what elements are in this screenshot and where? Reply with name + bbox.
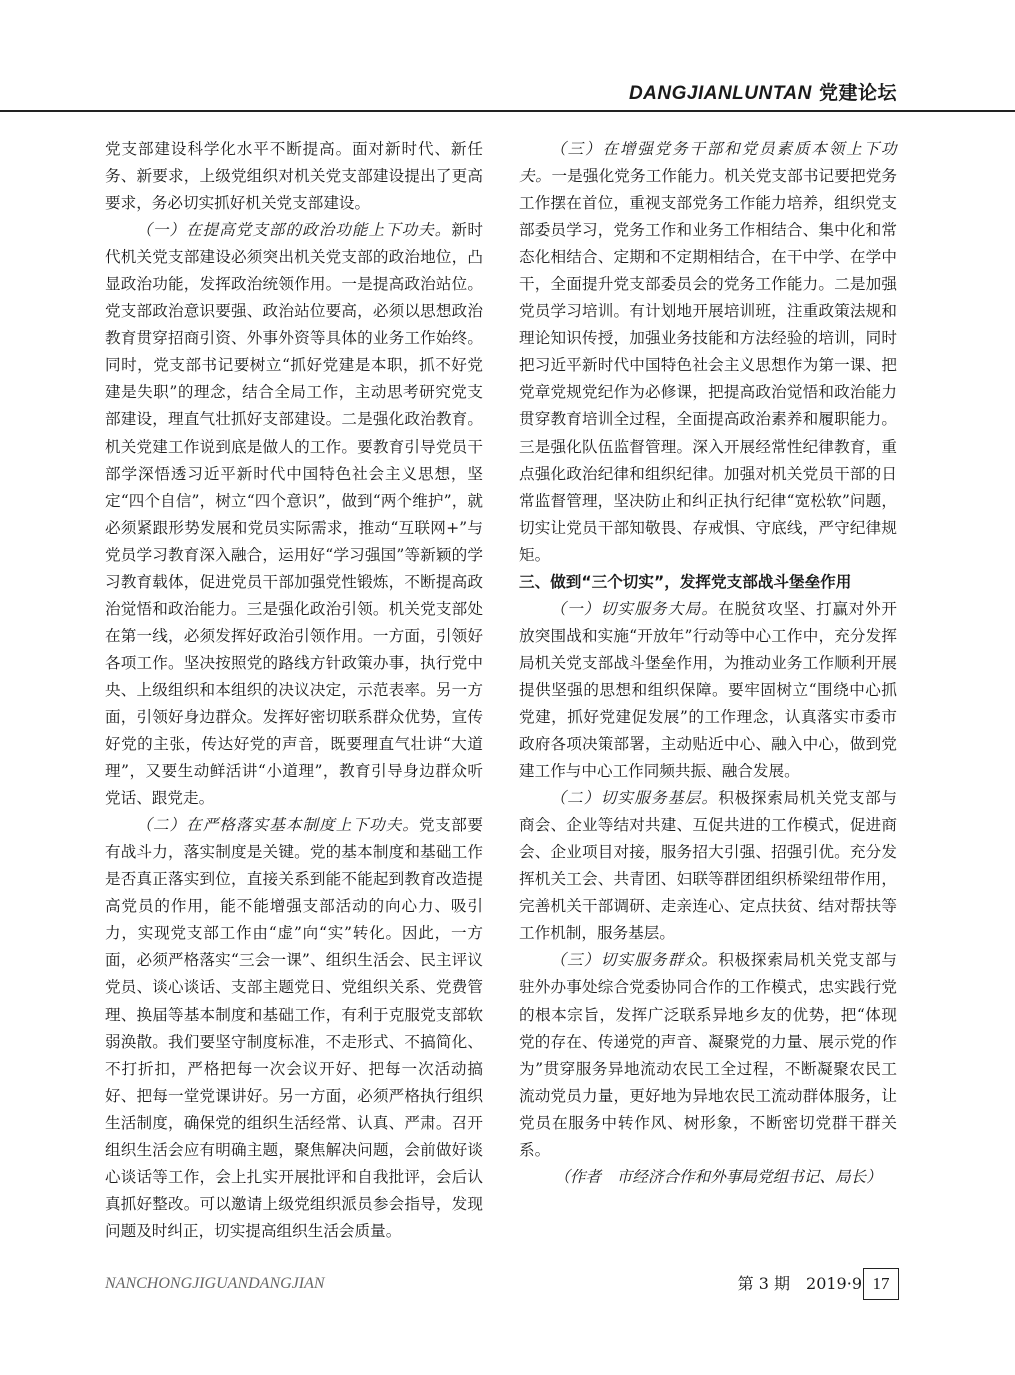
subheading: （一）在提高党支部的政治功能上下功夫。 [136,221,452,240]
author-byline: （作者 市经济合作和外事局党组书记、局长） [554,1167,882,1186]
subheading: （三）切实服务群众。 [550,951,719,970]
header-title: 党建论坛 [818,82,897,104]
subheading: （二）在严格落实基本制度上下功夫。 [136,816,419,835]
paragraph: （二）在严格落实基本制度上下功夫。党支部要有战斗力，落实制度是关键。党的基本制度和基础工作是否真正落实到位，直接关系到能不能起到教育改造提高党员的作用，能不能增强支部活动的向心力、吸引力，实现党支部工作由“虚”向“实”转化。因此，一方面，必须严格落实“三会一课”、组织生活会、民主评议党员、谈心谈话、支部主题党日、党组织关系、党费管理、换届等基本制度和基础工作，有利于克服党支部软弱涣散。我们要坚守制度标准，不走形式、不搞简化、不打折扣，严格把每一次会议开好、把每一次活动搞好、把每一堂党课讲好。另一方面，必须严格执行组织生活制度，确保党的组织生活经常、认真、严肃。召开组织生活会应有明确主题，聚焦解决问题，会前做好谈心谈话等工作，会上扎实开展批评和自我批评，会后认真抓好整改。可以邀请上级党组织派员参会指导，发现问题及时纠正，切实提高组织生活会质量。 [105,816,483,1240]
header-latin: DANGJIANLUNTAN [628,83,812,104]
subheading: （三）在增强党务干部和党员素质本领上下功夫。 [519,140,897,186]
page-number: 17 [863,1268,899,1300]
paragraph: （一）切实服务大局。在脱贫攻坚、打赢对外开放突围战和实施“开放年”行动等中心工作中，充分发挥局机关党支部战斗堡垒作用，为推动业务工作顺利开展提供坚强的思想和组织保障。要牢固树立“围绕中心抓党建，抓好党建促发展”的工作理念，认真落实市委市政府各项决策部署，主动贴近中心、融入中心，做到党建工作与中心工作同频共振、融合发展。 [519,599,897,781]
paragraph: （二）切实服务基层。积极探索局机关党支部与商会、企业等结对共建、互促共进的工作模式，促进商会、企业项目对接，服务招大引强、招强引优。充分发挥机关工会、共青团、妇联等群团组织桥梁纽带作用，完善机关干部调研、走亲连心、定点扶贫、结对帮扶等工作机制，服务基层。 [519,789,897,943]
subheading: （一）切实服务大局。 [550,599,719,618]
section-heading: 三、做到“三个切实”，发挥党支部战斗堡垒作用 [519,572,852,591]
paragraph: 党支部建设科学化水平不断提高。面对新时代、新任务、新要求，上级党组织对机关党支部建设提出了更高要求，务必切实抓好机关党支部建设。 [105,140,483,213]
paragraph: （三）在增强党务干部和党员素质本领上下功夫。一是强化党务工作能力。机关党支部书记要把党务工作摆在首位，重视支部党务工作能力培养，组织党支部委员学习，党务工作和业务工作相结合、集中化和常态化相结合、定期和不定期相结合，在干中学、在学中干，全面提升党支部委员会的党务工作能力。二是加强党员学习培训。有计划地开展培训班，注重政策法规和理论知识传授，加强业务技能和方法经验的培训，同时把习近平新时代中国特色社会主义思想作为第一课、把党章党规党纪作为必修课，把提高政治觉悟和政治能力贯穿教育培训全过程，全面提高政治素养和履职能力。三是强化队伍监督管理。深入开展经常性纪律教育，重点强化政治纪律和组织纪律。加强对机关党员干部的日常监督管理，坚决防止和纠正执行纪律“宽松软”问题，切实让党员干部知敬畏、存戒惧、守底线，严守纪律规矩。 [519,140,897,564]
left-column [105,136,483,1245]
paragraph: （三）切实服务群众。积极探索局机关党支部与驻外办事处综合党委协同合作的工作模式，忠实践行党的根本宗旨，发挥广泛联系异地乡友的优势，把“体现党的存在、传递党的声音、凝聚党的力量、展示党的作为”贯穿服务异地流动农民工全过程，不断凝聚农民工流动党员力量，更好地为异地农民工流动群体服务，让党员在服务中转作风、树形象，不断密切党群干群关系。 [519,951,897,1159]
subheading: （二）切实服务基层。 [550,789,719,808]
footer-journal-name: NANCHONGJIGUANDANGJIAN [105,1275,325,1292]
right-column [519,136,897,1191]
paragraph: （一）在提高党支部的政治功能上下功夫。新时代机关党支部建设必须突出机关党支部的政治地位，凸显政治功能，发挥政治统领作用。一是提高政治站位。党支部政治意识要强、政治站位要高，必须以思想政治教育贯穿招商引资、外事外资等具体的业务工作始终。同时，党支部书记要树立“抓好党建是本职，抓不好党建是失职”的理念，结合全局工作，主动思考研究党支部建设，理直气壮抓好支部建设。二是强化政治教育。机关党建工作说到底是做人的工作。要教育引导党员干部学深悟透习近平新时代中国特色社会主义思想，坚定“四个自信”，树立“四个意识”，做到“两个维护”，就必须紧跟形势发展和党员实际需求，推动“互联网+”与党员学习教育深入融合，运用好“学习强国”等新颖的学习教育载体，促进党员干部加强党性锻炼，不断提高政治觉悟和政治能力。三是强化政治引领。机关党支部处在第一线，必须发挥好政治引领作用。一方面，引领好各项工作。坚决按照党的路线方针政策办事，执行党中央、上级组织和本组织的决议决定，示范表率。另一方面，引领好身边群众。发挥好密切联系群众优势，宣传好党的主张，传达好党的声音，既要理直气壮讲“大道理”，又要生动鲜活讲“小道理”，教育引导身边群众听党话、跟党走。 [105,221,483,808]
header-rule [0,110,1015,112]
footer-issue: 第 3 期 2019·9 [737,1274,862,1293]
running-header [0,78,897,105]
